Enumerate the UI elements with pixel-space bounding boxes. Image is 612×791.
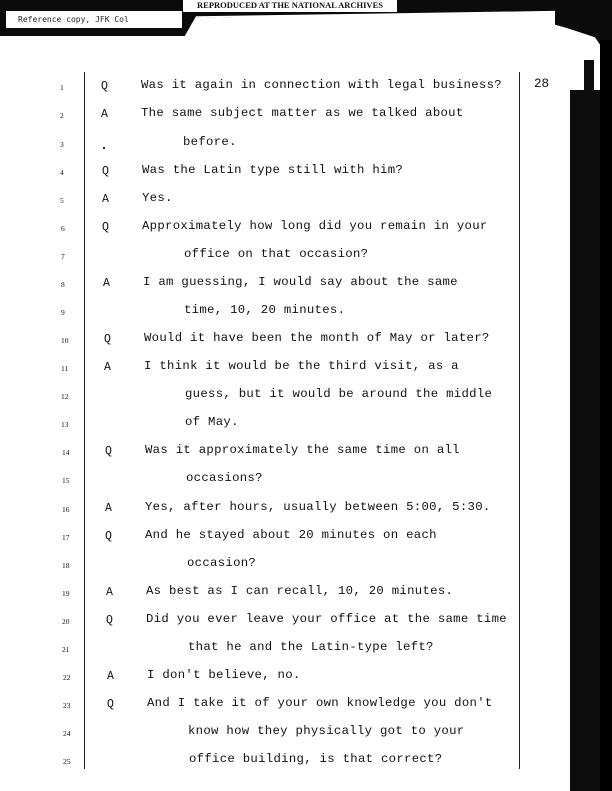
transcript-line-text: occasions? bbox=[186, 471, 263, 485]
transcript-line-text: Was it approximately the same time on all bbox=[145, 443, 460, 457]
page-number: 28 bbox=[534, 77, 550, 91]
garbled-header-text: — —— —— bbox=[196, 13, 233, 21]
left-margin-rule bbox=[84, 72, 85, 769]
line-number: 9 bbox=[61, 308, 65, 317]
speaker-label: A bbox=[104, 361, 111, 374]
speaker-label: Q bbox=[105, 445, 112, 458]
transcript-line-text: Did you ever leave your office at the same time bbox=[146, 612, 507, 626]
transcript-line-text: guess, but it would be around the middle bbox=[185, 387, 493, 401]
transcript-line-text: time, 10, 20 minutes. bbox=[184, 303, 346, 317]
line-number: 17 bbox=[62, 533, 70, 542]
transcript-line-text: I think it would be the third visit, as a bbox=[144, 359, 459, 373]
transcript-line-text: Was it again in connection with legal business? bbox=[141, 78, 502, 92]
line-number: 15 bbox=[62, 476, 70, 485]
transcript-line-text: know how they physically got to your bbox=[188, 724, 465, 738]
line-number: 11 bbox=[61, 364, 69, 373]
speaker-label: Q bbox=[101, 80, 108, 93]
speaker-label: A bbox=[105, 502, 112, 515]
line-number: 19 bbox=[62, 589, 70, 598]
transcript-line-text: As best as I can recall, 10, 20 minutes. bbox=[146, 584, 454, 598]
stray-mark bbox=[103, 147, 105, 149]
line-number: 16 bbox=[62, 505, 70, 514]
line-number: 24 bbox=[63, 729, 71, 738]
line-number: 23 bbox=[63, 701, 71, 710]
transcript-line-text: I don't believe, no. bbox=[147, 668, 301, 682]
line-number: 8 bbox=[61, 280, 65, 289]
speaker-label: A bbox=[102, 193, 109, 206]
line-number: 14 bbox=[62, 448, 70, 457]
transcript-line-text: Yes, after hours, usually between 5:00, 5:30. bbox=[145, 500, 491, 514]
transcript-line-text: The same subject matter as we talked about bbox=[141, 106, 464, 120]
transcript-line-text: Approximately how long did you remain in your bbox=[142, 219, 488, 233]
line-number: 25 bbox=[63, 757, 71, 766]
transcript-line-text: And I take it of your own knowledge you don't bbox=[147, 696, 493, 710]
speaker-label: Q bbox=[102, 221, 109, 234]
line-number: 10 bbox=[61, 336, 69, 345]
line-number: 6 bbox=[61, 224, 65, 233]
line-number: 13 bbox=[61, 420, 69, 429]
speaker-label: Q bbox=[106, 614, 113, 627]
transcript-line-text: office building, is that correct? bbox=[189, 752, 443, 766]
speaker-label: A bbox=[103, 277, 110, 290]
transcript-line-text: occasion? bbox=[187, 556, 257, 570]
transcript-line-text: Yes. bbox=[142, 191, 173, 205]
speaker-label: Q bbox=[107, 698, 114, 711]
line-number: 7 bbox=[61, 252, 65, 261]
scan-artifact-edge bbox=[600, 40, 612, 791]
transcript-line-text: that he and the Latin-type left? bbox=[188, 640, 434, 654]
line-number: 21 bbox=[62, 645, 70, 654]
line-number: 5 bbox=[60, 196, 64, 205]
line-number: 20 bbox=[62, 617, 70, 626]
transcript-line-text: of May. bbox=[185, 415, 239, 429]
speaker-label: Q bbox=[105, 530, 112, 543]
transcript-line-text: And he stayed about 20 minutes on each bbox=[145, 528, 437, 542]
transcript-line-text: Would it have been the month of May or later? bbox=[144, 331, 490, 345]
national-archives-stamp: REPRODUCED AT THE NATIONAL ARCHIVES bbox=[183, 0, 397, 12]
line-number: 12 bbox=[61, 392, 69, 401]
speaker-label: Q bbox=[104, 333, 111, 346]
line-number: 1 bbox=[60, 83, 64, 92]
reference-copy-label: Reference copy, JFK Col bbox=[6, 11, 182, 28]
speaker-label: A bbox=[106, 586, 113, 599]
line-number: 18 bbox=[62, 561, 70, 570]
line-number: 4 bbox=[60, 168, 64, 177]
line-number: 3 bbox=[60, 140, 64, 149]
right-margin-rule bbox=[519, 72, 520, 769]
transcript-line-text: before. bbox=[183, 135, 237, 149]
speaker-label: A bbox=[101, 108, 108, 121]
speaker-label: A bbox=[107, 670, 114, 683]
speaker-label: Q bbox=[102, 165, 109, 178]
transcript-line-text: I am guessing, I would say about the same bbox=[143, 275, 458, 289]
line-number: 22 bbox=[63, 673, 71, 682]
line-number: 2 bbox=[60, 111, 64, 120]
transcript-line-text: Was the Latin type still with him? bbox=[142, 163, 404, 177]
transcript-line-text: office on that occasion? bbox=[184, 247, 369, 261]
